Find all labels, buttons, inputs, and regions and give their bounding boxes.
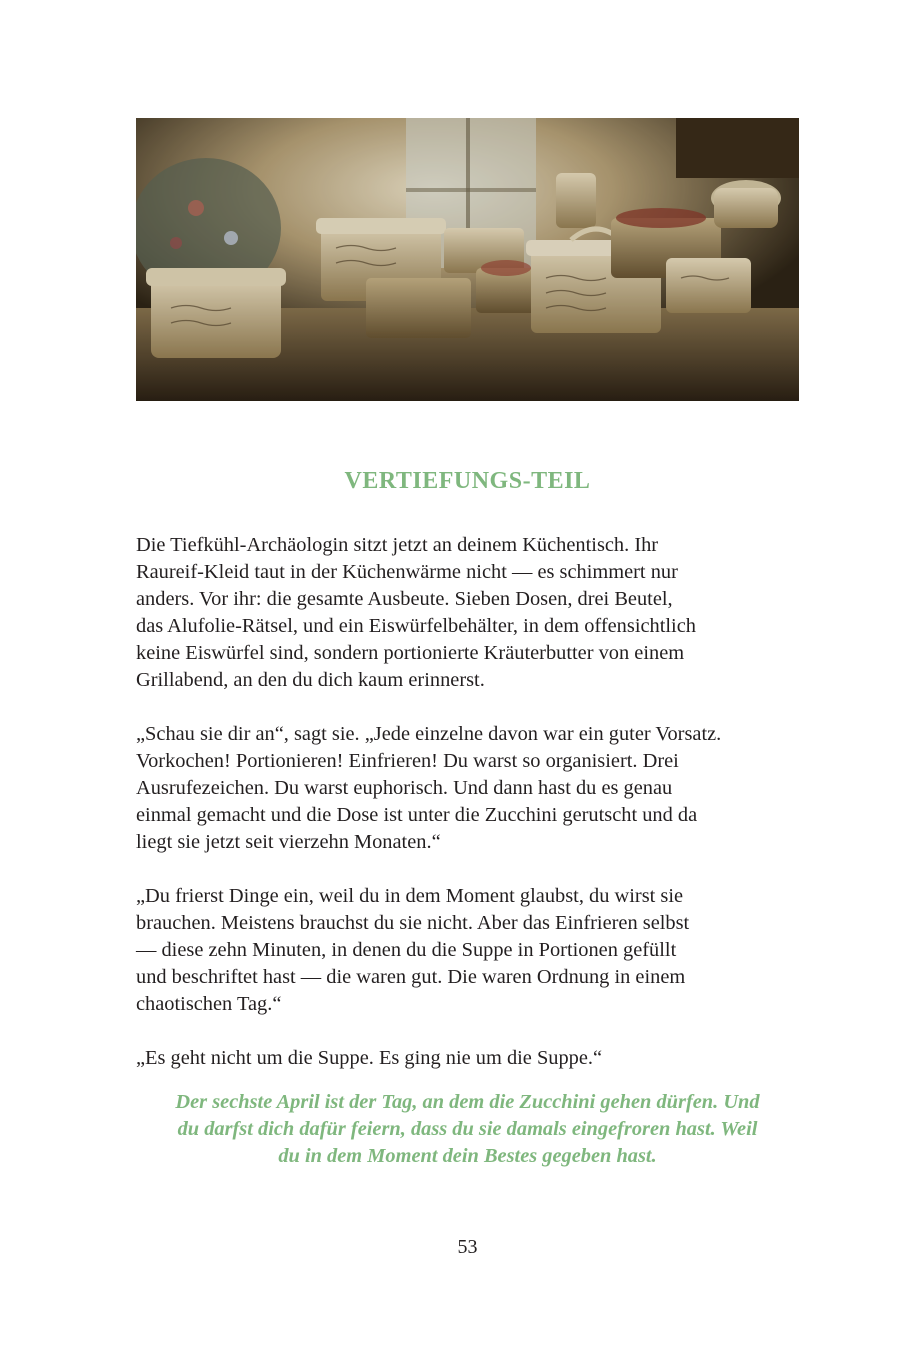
text-line: anders. Vor ihr: die gesamte Ausbeute. Sieben Dosen, drei Beutel, [136,588,673,610]
body-text [136,532,799,1099]
chapter-illustration [136,118,799,401]
text-line: Grillabend, an den du dich kaum erinnerst. [136,669,485,691]
page-number: 53 [457,1236,478,1258]
text-line: Vorkochen! Portionieren! Einfrieren! Du warst so organisiert. Drei [136,750,679,772]
text-line: und beschriftet hast — die waren gut. Die waren Ordnung in einem [136,966,686,988]
paragraph [136,532,799,694]
paragraph [136,721,799,856]
text-line: Ausrufezeichen. Du warst euphorisch. Und dann hast du es genau [136,777,673,799]
quote-line: du darfst dich dafür feiern, dass du sie damals eingefroren hast. Weil [177,1118,758,1140]
quote-line: du in dem Moment dein Bestes gegeben hast. [278,1145,657,1167]
text-line: das Alufolie-Rätsel, und ein Eiswürfelbehälter, in dem offensichtlich [136,615,696,637]
text-line: einmal gemacht und die Dose ist unter die Zucchini gerutscht und da [136,804,698,826]
highlight-quote [136,1089,799,1170]
text-line: Raureif-Kleid taut in der Küchenwärme nicht — es schimmert nur [136,561,678,583]
frozen-containers-painting [136,118,799,401]
section-heading: VERTIEFUNGS-TEIL [344,468,591,494]
text-line: „Es geht nicht um die Suppe. Es ging nie um die Suppe.“ [136,1047,603,1069]
paragraph [136,1045,799,1072]
text-line: chaotischen Tag.“ [136,993,282,1015]
text-line: brauchen. Meistens brauchst du sie nicht. Aber das Einfrieren selbst [136,912,690,934]
text-line: Die Tiefkühl-Archäologin sitzt jetzt an deinem Küchentisch. Ihr [136,534,659,556]
quote-line: Der sechste April ist der Tag, an dem die Zucchini gehen dürfen. Und [175,1091,760,1113]
paragraph [136,883,799,1018]
text-line: liegt sie jetzt seit vierzehn Monaten.“ [136,831,441,853]
text-line: „Schau sie dir an“, sagt sie. „Jede einzelne davon war ein guter Vorsatz. [136,723,722,745]
text-line: „Du frierst Dinge ein, weil du in dem Moment glaubst, du wirst sie [136,885,684,907]
text-line: keine Eiswürfel sind, sondern portionierte Kräuterbutter von einem [136,642,685,664]
text-line: — diese zehn Minuten, in denen du die Suppe in Portionen gefüllt [136,939,677,961]
